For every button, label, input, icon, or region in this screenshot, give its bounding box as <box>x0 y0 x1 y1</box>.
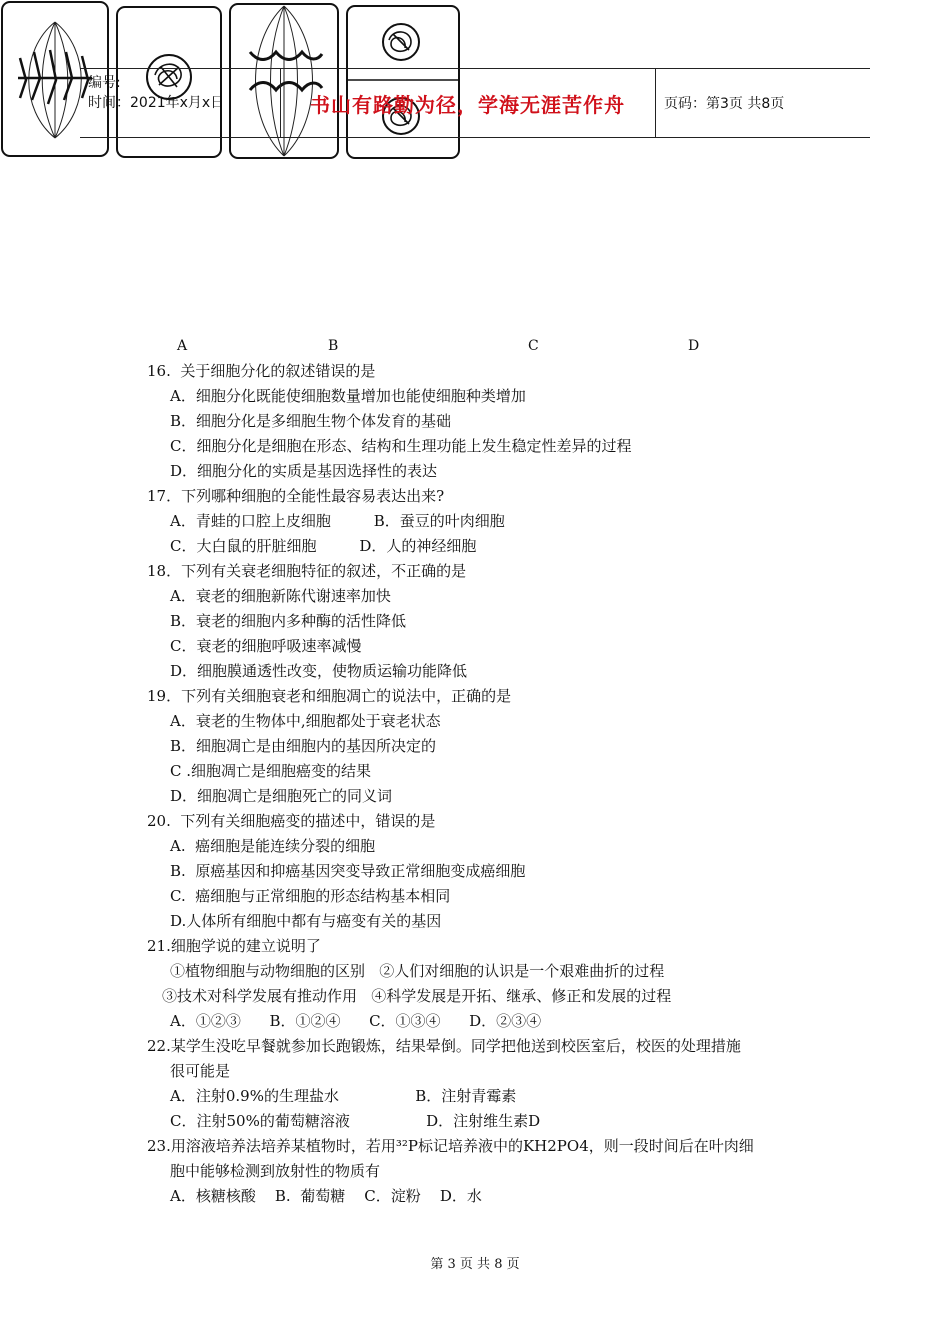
question-option: C．注射50%的葡萄糖溶液 D．注射维生素D <box>170 1112 541 1130</box>
question-stem: 17．下列哪种细胞的全能性最容易表达出来? <box>147 487 445 505</box>
question-option: B．衰老的细胞内多种酶的活性降低 <box>170 612 407 630</box>
header-meta <box>88 73 224 113</box>
question-option: D．细胞凋亡是细胞死亡的同义词 <box>170 787 393 805</box>
question-stem: 21.细胞学说的建立说明了 <box>147 937 321 955</box>
page-number-label: 页码：第3页 共8页 <box>664 96 785 112</box>
question-stem: 22.某学生没吃早餐就参加长跑锻炼，结果晕倒。同学把他送到校医室后，校医的处理措施 <box>147 1037 741 1055</box>
figure-label-c: C <box>528 338 539 354</box>
question-option: C. 癌细胞与正常细胞的形态结构基本相同 <box>170 887 451 905</box>
page-footer: 第 3 页 共 8 页 <box>430 1257 520 1272</box>
question-option: C．衰老的细胞呼吸速率减慢 <box>170 637 362 655</box>
question-option: A. 癌细胞是能连续分裂的细胞 <box>170 837 376 855</box>
figure-label-b: B <box>328 338 339 354</box>
question-option: C .细胞凋亡是细胞癌变的结果 <box>170 762 372 780</box>
question-option: A．①②③ B．①②④ C．①③④ D．②③④ <box>170 1012 542 1030</box>
number-label: 编号: <box>88 75 121 91</box>
time-label: 时间：2021年x月x日 <box>88 95 225 111</box>
question-option: A．注射0.9%的生理盐水 B．注射青霉素 <box>170 1087 517 1105</box>
question-option: ③技术对科学发展有推动作用 ④科学发展是开拓、继承、修正和发展的过程 <box>162 987 672 1005</box>
question-stem: 18．下列有关衰老细胞特征的叙述，不正确的是 <box>147 562 467 580</box>
question-option: D．细胞分化的实质是基因选择性的表达 <box>170 462 438 480</box>
question-stem-continued: 胞中能够检测到放射性的物质有 <box>170 1162 381 1180</box>
question-option: A．细胞分化既能使细胞数量增加也能使细胞种类增加 <box>170 387 526 405</box>
question-option: C．大白鼠的肝脏细胞 D．人的神经细胞 <box>170 537 477 555</box>
question-option: A．青蛙的口腔上皮细胞 B．蚕豆的叶肉细胞 <box>170 512 505 530</box>
question-stem: 20. 下列有关细胞癌变的描述中，错误的是 <box>147 812 436 830</box>
question-option: D.人体所有细胞中都有与癌变有关的基因 <box>170 912 442 930</box>
header-motto: 书山有路勤为径，学海无涯苦作舟 <box>310 93 625 117</box>
page-header <box>80 68 870 138</box>
question-stem: 23.用溶液培养法培养某植物时，若用³²P标记培养液中的KH2PO4，则一段时间后在叶肉细 <box>147 1137 754 1155</box>
question-stem-continued: 很可能是 <box>170 1062 231 1080</box>
question-stem: 19．下列有关细胞衰老和细胞凋亡的说法中，正确的是 <box>147 687 512 705</box>
question-option: B．细胞凋亡是由细胞内的基因所决定的 <box>170 737 437 755</box>
question-option: B．细胞分化是多细胞生物个体发育的基础 <box>170 412 452 430</box>
question-option: B. 原癌基因和抑癌基因突变导致正常细胞变成癌细胞 <box>170 862 526 880</box>
question-option: A．核糖核酸 B. 葡萄糖 C．淀粉 D．水 <box>170 1187 482 1205</box>
question-option: A．衰老的细胞新陈代谢速率加快 <box>170 587 391 605</box>
figure-label-a: A <box>177 338 188 354</box>
question-option: ①植物细胞与动物细胞的区别 ②人们对细胞的认识是一个艰难曲折的过程 <box>170 962 665 980</box>
question-option: D．细胞膜通透性改变，使物质运输功能降低 <box>170 662 468 680</box>
question-option: C．细胞分化是细胞在形态、结构和生理功能上发生稳定性差异的过程 <box>170 437 632 455</box>
figure-label-d: D <box>688 338 700 354</box>
question-stem: 16. 关于细胞分化的叙述错误的是 <box>147 362 376 380</box>
question-option: A．衰老的生物体中,细胞都处于衰老状态 <box>170 712 441 730</box>
header-divider <box>655 69 656 137</box>
